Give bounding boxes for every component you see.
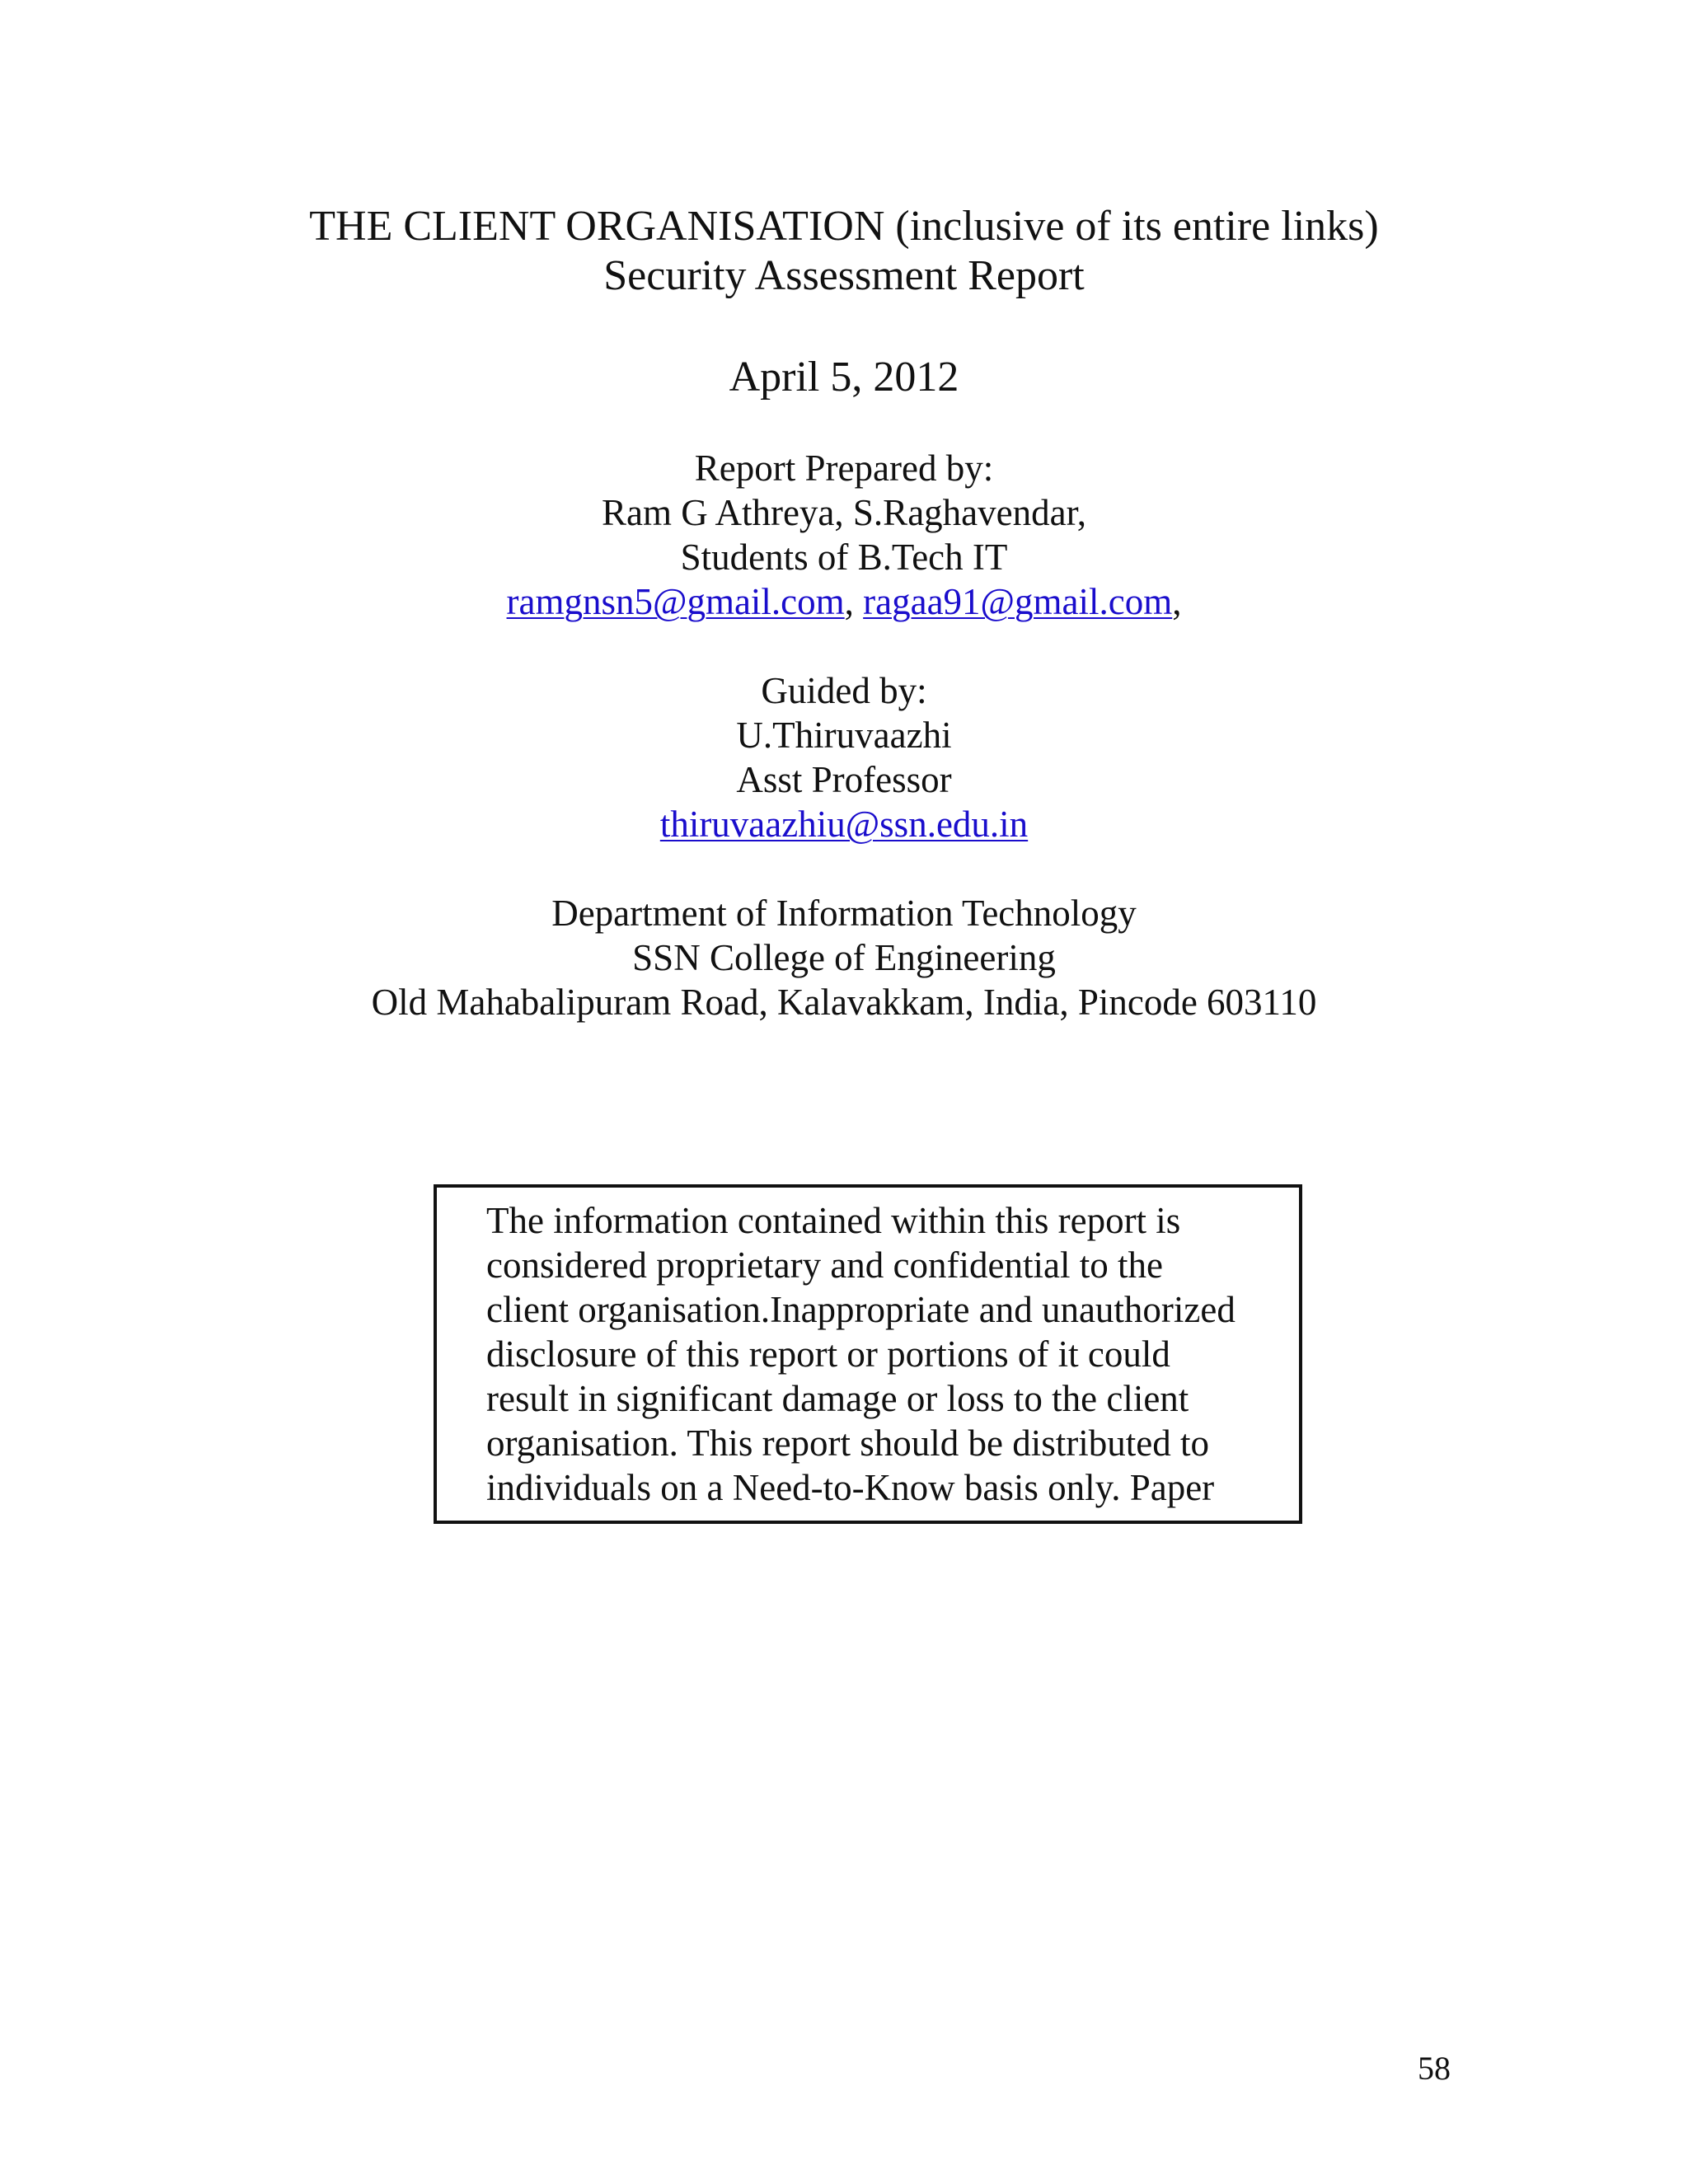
prepared-by-emails — [0, 579, 1688, 624]
notice-line: individuals on a Need-to-Know basis only. Paper — [486, 1467, 1215, 1508]
author-email-link-2[interactable]: ragaa91@gmail.com — [863, 581, 1173, 622]
confidentiality-notice-box — [434, 1184, 1302, 1524]
guide-email-line — [0, 802, 1688, 846]
college-address: Old Mahabalipuram Road, Kalavakkam, India, Pincode 603110 — [371, 982, 1317, 1023]
college-name: SSN College of Engineering — [632, 937, 1056, 978]
guide-name: U.Thiruvaazhi — [736, 715, 952, 756]
email-trailing-comma: , — [1172, 581, 1182, 622]
department-name: Department of Information Technology — [551, 893, 1137, 934]
notice-line: considered proprietary and confidential to the — [486, 1244, 1163, 1286]
notice-line: client organisation.Inappropriate and unauthorized — [486, 1289, 1236, 1330]
page-number: 58 — [1418, 2050, 1451, 2087]
notice-line: The information contained within this report is — [486, 1200, 1181, 1241]
prepared-by-heading: Report Prepared by: — [694, 448, 994, 489]
email-separator: , — [844, 581, 864, 622]
notice-line: organisation. This report should be distributed to — [486, 1422, 1209, 1464]
guided-by-heading: Guided by: — [761, 670, 927, 711]
guide-role: Asst Professor — [736, 759, 952, 800]
notice-line: disclosure of this report or portions of it could — [486, 1333, 1170, 1375]
author-email-link-1[interactable]: ramgnsn5@gmail.com — [506, 581, 845, 622]
report-date: April 5, 2012 — [729, 354, 959, 401]
prepared-by-authors: Ram G Athreya, S.Raghavendar, — [601, 492, 1087, 533]
report-title-line-1: THE CLIENT ORGANISATION (inclusive of its entire links) — [309, 203, 1379, 250]
guide-email-link[interactable]: thiruvaazhiu@ssn.edu.in — [659, 804, 1029, 845]
prepared-by-role: Students of B.Tech IT — [680, 537, 1008, 578]
report-title-line-2: Security Assessment Report — [603, 252, 1085, 299]
notice-line: result in significant damage or loss to the client — [486, 1378, 1189, 1419]
